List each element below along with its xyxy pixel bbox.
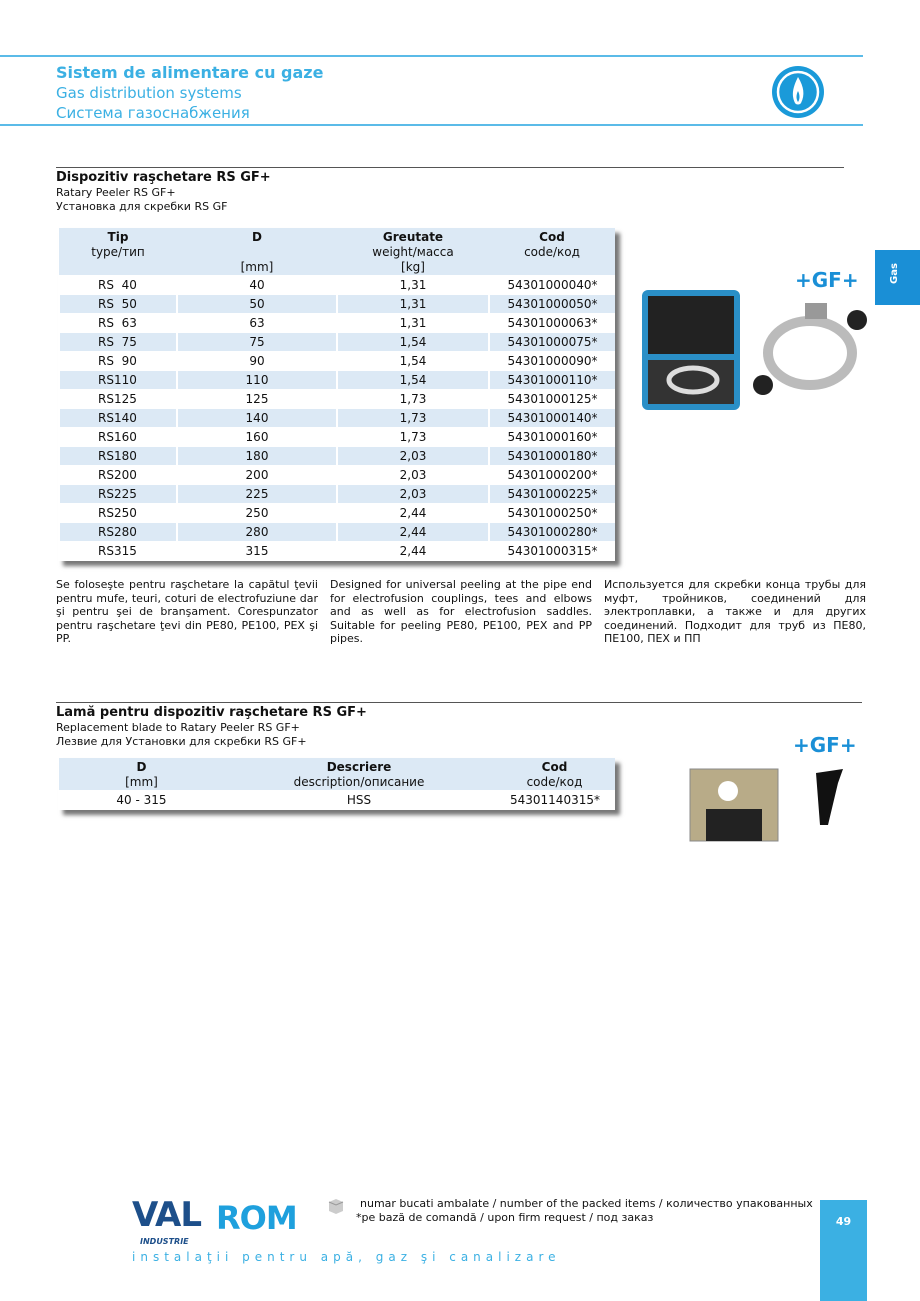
cell-tip: RS225 — [59, 485, 177, 504]
cell-code: 54301000075* — [489, 333, 615, 352]
cell-code: 54301000140* — [489, 409, 615, 428]
cell-d: 50 — [177, 295, 337, 314]
cell-weight: 1,31 — [337, 295, 489, 314]
cell-tip: RS 63 — [59, 314, 177, 333]
cell-d: 160 — [177, 428, 337, 447]
cell-d: 225 — [177, 485, 337, 504]
table-row — [59, 504, 615, 523]
footer-note-packed: numar bucati ambalate / number of the packed items / количество упакованных — [360, 1197, 813, 1210]
cell-weight: 2,44 — [337, 504, 489, 523]
header-title-en: Gas distribution systems — [56, 84, 242, 102]
table-row — [59, 352, 615, 371]
cell-tip: RS250 — [59, 504, 177, 523]
header-title-ro: Sistem de alimentare cu gaze — [56, 63, 324, 82]
cell-weight: 1,54 — [337, 352, 489, 371]
cell-d: 40 — [177, 276, 337, 295]
header-bottom-rule — [0, 124, 863, 126]
cell-d: 40 - 315 — [59, 791, 224, 810]
table-row — [59, 428, 615, 447]
cell-d: 125 — [177, 390, 337, 409]
cell-weight: 1,54 — [337, 371, 489, 390]
cell-tip: RS160 — [59, 428, 177, 447]
footer-tagline: instalaţii pentru apă, gaz şi canalizare — [132, 1250, 561, 1264]
cell-weight: 1,73 — [337, 428, 489, 447]
col-descriere: Descriere description/описание — [224, 758, 494, 791]
cell-tip: RS200 — [59, 466, 177, 485]
cell-code: 54301000250* — [489, 504, 615, 523]
table-row — [59, 542, 615, 561]
cell-code: 54301000050* — [489, 295, 615, 314]
gas-flame-icon — [771, 65, 825, 119]
section1-title: Dispozitiv raşchetare RS GF+ — [56, 170, 271, 185]
cell-d: 280 — [177, 523, 337, 542]
rotary-peeler-table — [58, 228, 615, 561]
table-row — [59, 409, 615, 428]
col-cod: Cod code/код — [489, 228, 615, 276]
cell-tip: RS 40 — [59, 276, 177, 295]
section1-rule — [56, 167, 844, 168]
cell-tip: RS180 — [59, 447, 177, 466]
cell-weight: 1,31 — [337, 276, 489, 295]
cell-weight: 1,73 — [337, 390, 489, 409]
page-number: 49 — [820, 1200, 867, 1301]
header-top-rule — [0, 55, 863, 57]
cell-code: 54301000280* — [489, 523, 615, 542]
table-row — [59, 485, 615, 504]
cell-tip: RS140 — [59, 409, 177, 428]
cell-tip: RS315 — [59, 542, 177, 561]
replacement-blade-table — [58, 758, 615, 810]
cell-tip: RS 90 — [59, 352, 177, 371]
section2-title: Lamă pentru dispozitiv raşchetare RS GF+ — [56, 705, 367, 720]
cell-tip: RS125 — [59, 390, 177, 409]
cell-code: 54301000063* — [489, 314, 615, 333]
cell-code: 54301000040* — [489, 276, 615, 295]
col-cod: Cod code/код — [494, 758, 615, 791]
cell-code: 54301000125* — [489, 390, 615, 409]
section2-rule — [56, 702, 862, 703]
cell-tip: RS280 — [59, 523, 177, 542]
table-row — [59, 276, 615, 295]
table-row — [59, 371, 615, 390]
cell-code: 54301000090* — [489, 352, 615, 371]
cell-d: 75 — [177, 333, 337, 352]
cell-tip: RS 50 — [59, 295, 177, 314]
table-row — [59, 314, 615, 333]
cell-weight: 1,73 — [337, 409, 489, 428]
blade-image — [688, 765, 858, 845]
cell-weight: 2,03 — [337, 447, 489, 466]
description-ro: Se foloseşte pentru raşchetare la capătul ţevii pentru mufe, teuri, coturi de electrofuziune dar şi pentru şei de branşament. Corespunzator pentru raşchetare ţevi din PE80, PE100, PEX şi PP. — [56, 578, 318, 645]
cell-code: 54301140315* — [494, 791, 615, 810]
col-greutate: Greutate weight/масса [kg] — [337, 228, 489, 276]
description-ru: Используется для скребки конца трубы для муфт, тройников, соединений для электроплавки, а также и для других соединений. Подходит для труб из ПЕ80, ПЕ100, ПЕХ и ПП — [604, 578, 866, 645]
gf-brand-logo: +GF+ — [795, 268, 859, 292]
table-row — [59, 447, 615, 466]
valrom-logo — [132, 1196, 302, 1248]
col-d: D [mm] — [59, 758, 224, 791]
table-row — [59, 523, 615, 542]
cell-description: HSS — [224, 791, 494, 810]
section1-subtitle-ru: Установка для скребки RS GF — [56, 200, 228, 213]
description-en: Designed for universal peeling at the pipe end for electrofusion couplings, tees and elbows and as well as for electrofusion saddles. Suitable for peeling PE80, PE100, PEX and PP pipes. — [330, 578, 592, 645]
table-row — [59, 333, 615, 352]
peeler-case-image — [638, 280, 743, 415]
cell-code: 54301000315* — [489, 542, 615, 561]
cell-d: 63 — [177, 314, 337, 333]
cell-d: 250 — [177, 504, 337, 523]
section2-subtitle-en: Replacement blade to Ratary Peeler RS GF+ — [56, 721, 300, 734]
cell-d: 180 — [177, 447, 337, 466]
cell-weight: 2,44 — [337, 542, 489, 561]
side-tab-gas[interactable] — [875, 250, 920, 305]
cell-weight: 2,44 — [337, 523, 489, 542]
box-icon — [326, 1195, 346, 1215]
cell-tip: RS110 — [59, 371, 177, 390]
table-row — [59, 791, 615, 810]
footer-note-request: *pe bază de comandă / upon firm request / под заказ — [356, 1211, 654, 1224]
header-title-ru: Система газоснабжения — [56, 104, 250, 122]
gf-brand-logo-2: +GF+ — [793, 733, 857, 757]
logo-val-text: VAL — [132, 1195, 201, 1235]
col-d: D [mm] — [177, 228, 337, 276]
cell-tip: RS 75 — [59, 333, 177, 352]
cell-weight: 1,31 — [337, 314, 489, 333]
cell-weight: 2,03 — [337, 466, 489, 485]
cell-code: 54301000200* — [489, 466, 615, 485]
cell-code: 54301000225* — [489, 485, 615, 504]
cell-weight: 1,54 — [337, 333, 489, 352]
section1-subtitle-en: Ratary Peeler RS GF+ — [56, 186, 176, 199]
cell-code: 54301000160* — [489, 428, 615, 447]
cell-d: 110 — [177, 371, 337, 390]
logo-industrie-text: INDUSTRIE — [140, 1237, 189, 1246]
cell-d: 140 — [177, 409, 337, 428]
cell-d: 315 — [177, 542, 337, 561]
side-tab-label: Gas — [889, 263, 900, 284]
table-row — [59, 295, 615, 314]
logo-rom-text: ROM — [216, 1199, 297, 1237]
section2-heading — [56, 705, 367, 749]
cell-weight: 2,03 — [337, 485, 489, 504]
cell-d: 90 — [177, 352, 337, 371]
cell-d: 200 — [177, 466, 337, 485]
cell-code: 54301000110* — [489, 371, 615, 390]
table-row — [59, 390, 615, 409]
cell-code: 54301000180* — [489, 447, 615, 466]
rotary-peeler-image — [745, 295, 870, 405]
section1-heading — [56, 170, 271, 214]
section2-subtitle-ru: Лезвие для Установки для скребки RS GF+ — [56, 735, 307, 748]
col-tip: Tip type/тип — [59, 228, 177, 276]
table-row — [59, 466, 615, 485]
